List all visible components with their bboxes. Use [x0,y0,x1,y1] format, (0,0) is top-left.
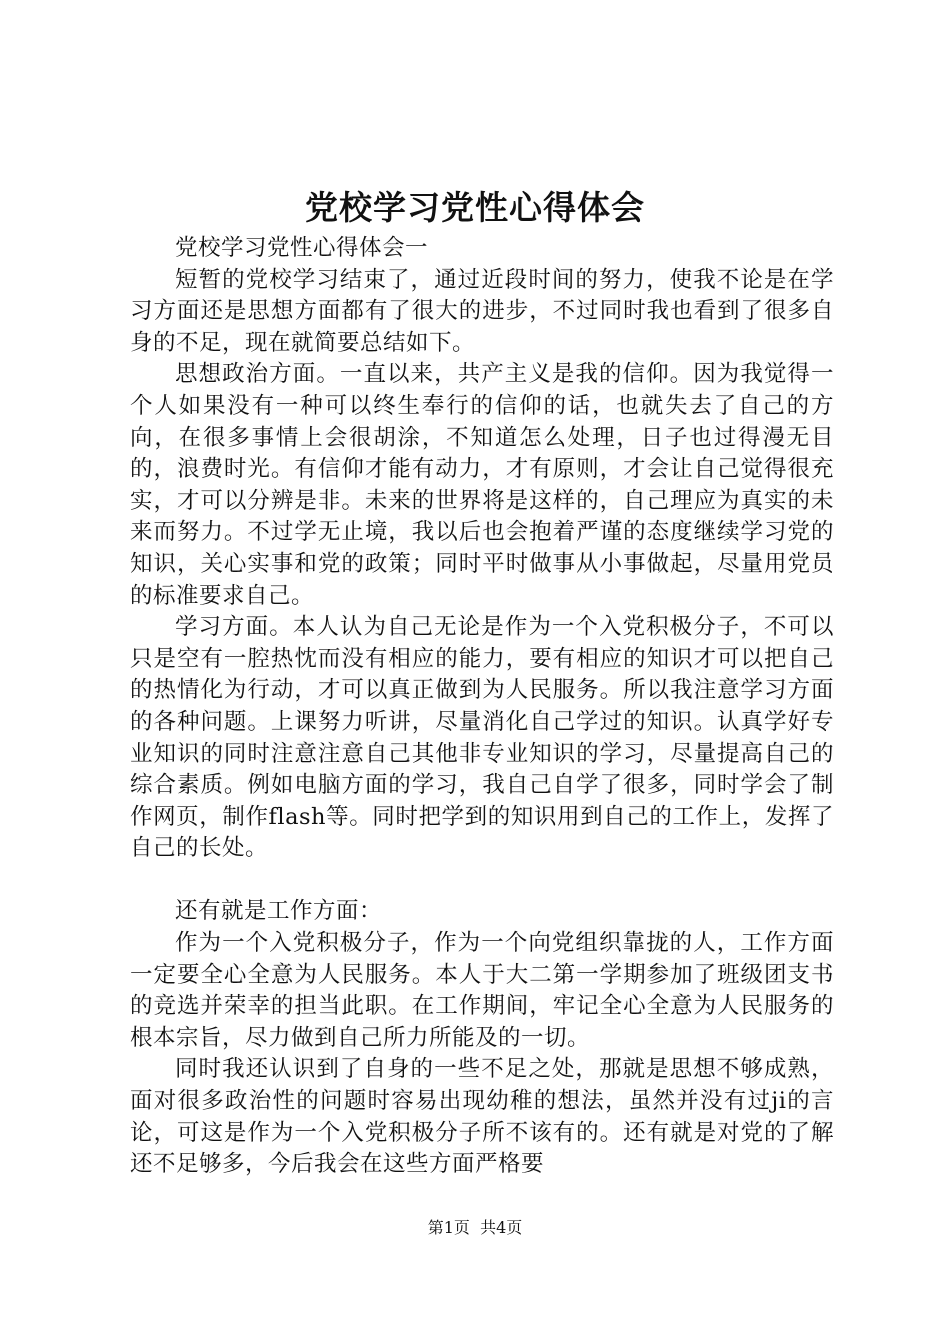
page-number: 第1页 [427,1218,470,1237]
page-footer [0,1216,950,1240]
page-title: 党校学习党性心得体会 [305,188,645,227]
page-total: 共4页 [480,1218,523,1237]
section-heading: 党校学习党性心得体会一 [175,235,429,261]
paragraph-intro: 短暂的党校学习结束了，通过近段时间的努力，使我不论是在学习方面还是思想方面都有了很大的进步，不过同时我也看到了很多自身的不足，现在就简要总结如下。 [130,266,834,356]
paragraph-work-heading: 还有就是工作方面： [175,898,383,925]
paragraph-spacer [130,865,834,897]
paragraph-work: 作为一个入党积极分子，作为一个向党组织靠拢的人，工作方面一定要全心全意为人民服务。本人于大二第一学期参加了班级团支书的竞选并荣幸的担当此职。在工作期间，牢记全心全意为人民服务的根本宗旨，尽力做到自己所力所能及的一切。 [130,930,834,1051]
document-body [130,233,834,1181]
footer-separator [470,1218,480,1237]
paragraph-study: 学习方面。本人认为自己无论是作为一个入党积极分子，不可以只是空有一腔热忱而没有相应的能力，要有相应的知识才可以把自己的热情化为行动，才可以真正做到为人民服务。所以我注意学习方面的各种问题。上课努力听讲，尽量消化自己学过的知识。认真学好专业知识的同时注意注意自己其他非专业知识的学习，尽量提高自己的综合素质。例如电脑方面的学习，我自己自学了很多，同时学会了制作网页，制作flash等。同时把学到的知识用到自己的工作上，发挥了自己的长处。 [130,614,834,862]
paragraph-shortcomings: 同时我还认识到了自身的一些不足之处，那就是思想不够成熟，面对很多政治性的问题时容易出现幼稚的想法，虽然并没有过ji的言论，可这是作为一个入党积极分子所不该有的。还有就是对党的了解还不足够多，今后我会在这些方面严格要 [130,1056,834,1178]
paragraph-ideology: 思想政治方面。一直以来，共产主义是我的信仰。因为我觉得一个人如果没有一种可以终生奉行的信仰的话，也就失去了自己的方向，在很多事情上会很胡涂，不知道怎么处理，日子也过得漫无目的，浪费时光。有信仰才能有动力，才有原则，才会让自己觉得很充实，才可以分辨是非。未来的世界将是这样的，自己理应为真实的未来而努力。不过学无止境，我以后也会抱着严谨的态度继续学习党的知识，关心实事和党的政策；同时平时做事从小事做起，尽量用党员的标准要求自己。 [130,361,834,609]
